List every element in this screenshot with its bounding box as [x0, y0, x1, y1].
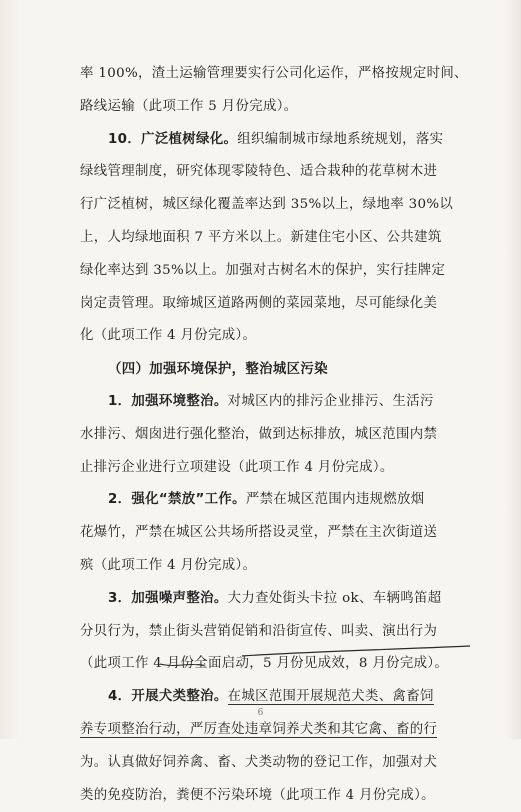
text-line: [80, 747, 480, 780]
item-10-heading: 10．广泛植树绿化。: [108, 131, 238, 147]
item-3-text: 大力查处街头卡拉 ok、车辆鸣笛超: [227, 590, 442, 606]
text-span: 分贝行为，禁止街头营销促销和沿街宣传、叫卖、演出行为: [80, 623, 438, 639]
item-2-heading: 2．强化“禁放”工作。: [108, 492, 246, 508]
text-line: [80, 58, 480, 91]
text-line: [80, 288, 480, 321]
text-line: [80, 320, 480, 353]
item-3-title-line: [80, 583, 480, 616]
text-line: [80, 780, 480, 812]
document-body: [80, 58, 480, 812]
text-line: [80, 452, 480, 485]
text-line: [80, 255, 480, 288]
text-span: （此项工作 4 月份全面启动，5 月份见成效，8 月份完成）。: [80, 656, 449, 672]
item-10-text: 组织编制城市绿地系统规划，落实: [237, 131, 444, 147]
item-2-title-line: [80, 484, 480, 517]
item-2-text: 严禁在城区范围内违规燃放烟: [245, 492, 425, 508]
section-heading: [80, 353, 480, 386]
item-1-text: 对城区内的排污企业排污、生活污: [227, 393, 434, 409]
text-span: 养专项整治行动，严厉查处违章饲养犬类和其它禽、畜的行: [80, 721, 438, 737]
item-1-heading: 1．加强环境整治。: [108, 393, 228, 409]
text-line: [80, 517, 480, 550]
text-span: 止排污企业进行立项建设（此项工作 4 月份完成）。: [80, 459, 394, 475]
text-span: 率 100%，渣土运输管理要实行公司化运作，严格按规定时间、: [80, 66, 468, 81]
item-1-title-line: [80, 386, 480, 419]
text-line: [80, 222, 480, 255]
text-span: 岗定责管理。取缔城区道路两侧的菜园菜地，尽可能绿化美: [80, 295, 438, 311]
text-line: [80, 156, 480, 189]
text-span: 为。认真做好饲养禽、畜、犬类动物的登记工作，加强对犬: [80, 754, 438, 770]
text-line: [80, 189, 480, 222]
page-number: 6: [257, 708, 264, 718]
text-line: [80, 419, 480, 452]
text-span: 上，人均绿地面积 7 平方米以上。新建住宅小区、公共建筑: [80, 229, 442, 245]
text-span: 花爆竹，严禁在城区公共场所搭设灵堂，严禁在主次街道送: [80, 525, 438, 541]
section-heading-text: （四）加强环境保护，整治城区污染: [108, 361, 328, 378]
text-span: 路线运输（此项工作 5 月份完成）。: [80, 98, 298, 114]
item-4-text-underlined: 在城区范围开展规范犬类、禽畜饲: [227, 689, 434, 705]
text-line: [80, 550, 480, 583]
text-span: 绿化率达到 35%以上。加强对古树名木的保护，实行挂牌定: [80, 262, 446, 278]
text-span: 殡（此项工作 4 月份完成）。: [80, 557, 257, 573]
text-span: 行广泛植树，城区绿化覆盖率达到 35%以上，绿地率 30%以: [80, 197, 454, 213]
text-span: 化（此项工作 4 月份完成）。: [80, 328, 257, 344]
text-line: [80, 648, 480, 681]
text-span: 类的免疫防治，粪便不污染环境（此项工作 4 月份完成）。: [80, 787, 435, 803]
item-10-title-line: [80, 124, 480, 157]
item-3-heading: 3．加强噪声整治。: [108, 590, 228, 606]
text-span: 水排污、烟囱进行强化整治，做到达标排放，城区范围内禁: [80, 426, 438, 442]
text-span: 绿线管理制度，研究体现零陵特色、适合栽种的花草树木进: [80, 164, 438, 180]
text-line-underlined: [80, 714, 480, 747]
item-4-heading: 4．开展犬类整治。: [108, 689, 228, 705]
text-line: [80, 616, 480, 649]
text-line: [80, 91, 480, 124]
